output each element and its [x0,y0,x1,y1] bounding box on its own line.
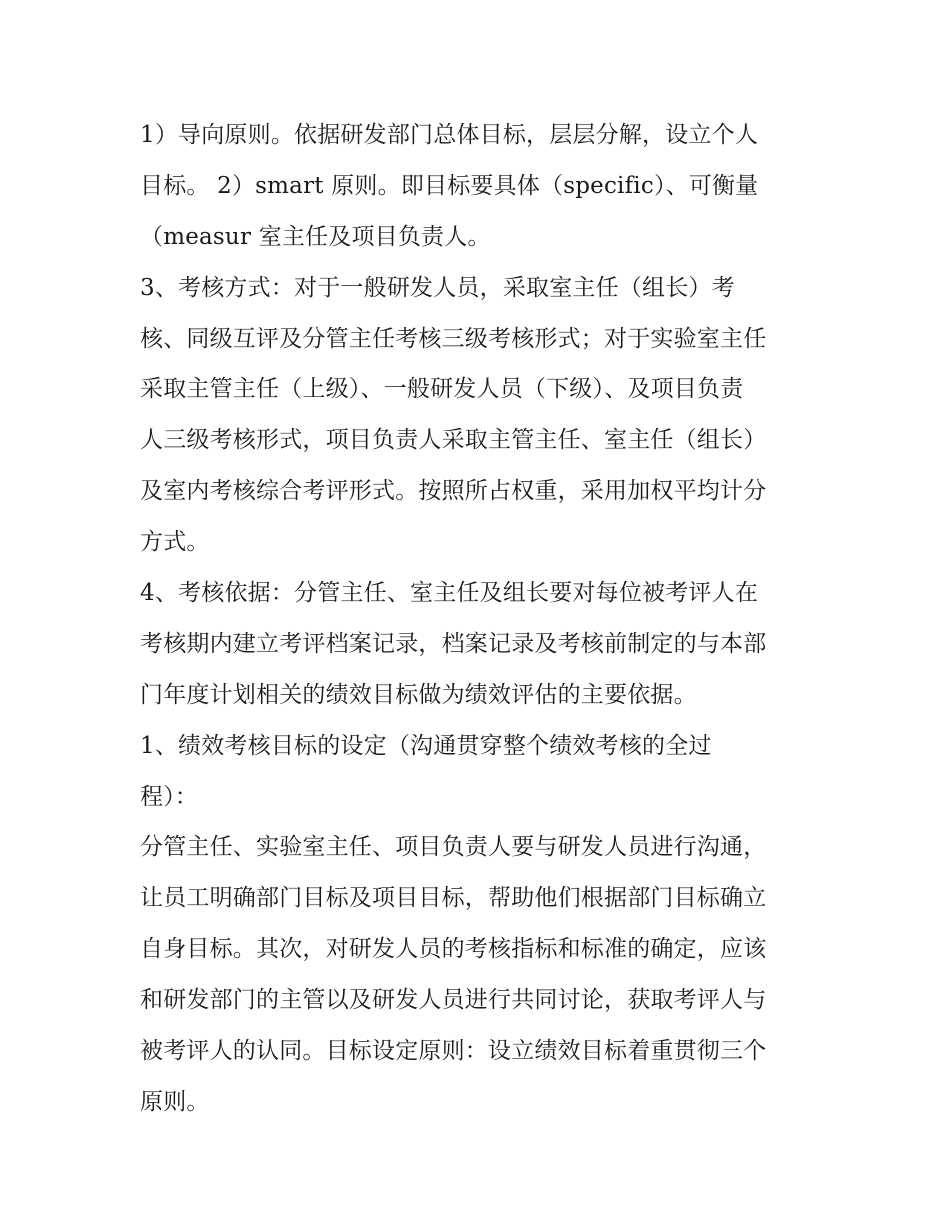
text-line: 原则。 [140,1088,210,1115]
text-line: 考核期内建立考评档案记录，档案记录及考核前制定的与本部 [140,630,767,657]
text-line: 采取主管主任（上级）、一般研发人员（下级）、及项目负责 [140,376,744,403]
text-line: 让员工明确部门目标及项目目标，帮助他们根据部门目标确立 [140,885,767,912]
text-line: 自身目标。其次，对研发人员的考核指标和标准的确定，应该 [140,936,767,963]
text-line: 方式。 [140,529,210,556]
text-line: 分管主任、实验室主任、项目负责人要与研发人员进行沟通， [140,834,767,861]
text-line: 1）导向原则。依据研发部门总体目标，层层分解，设立个人 [140,122,759,148]
text-line: （measur 室主任及项目负责人。 [140,223,491,250]
text-line: 人三级考核形式，项目负责人采取主管主任、室主任（组长） [140,427,767,454]
text-line: 目标。 2）smart 原则。即目标要具体（specific）、可衡量 [140,172,759,199]
text-line: 及室内考核综合考评形式。按照所占权重，采用加权平均计分 [140,478,767,505]
text-line: 被考评人的认同。目标设定原则：设立绩效目标着重贯彻三个 [140,1038,767,1065]
text-line: 4、考核依据：分管主任、室主任及组长要对每位被考评人在 [140,580,759,607]
text-line: 3、考核方式：对于一般研发人员，采取室主任（组长）考 [140,274,735,301]
text-line: 和研发部门的主管以及研发人员进行共同讨论，获取考评人与 [140,987,767,1014]
text-line: 1、绩效考核目标的设定（沟通贯穿整个绩效考核的全过 [140,732,712,759]
text-line: 程）： [140,783,199,810]
text-line: 核、同级互评及分管主任考核三级考核形式；对于实验室主任 [140,325,767,352]
body-text [140,110,820,1128]
text-line: 门年度计划相关的绩效目标做为绩效评估的主要依据。 [140,681,697,708]
